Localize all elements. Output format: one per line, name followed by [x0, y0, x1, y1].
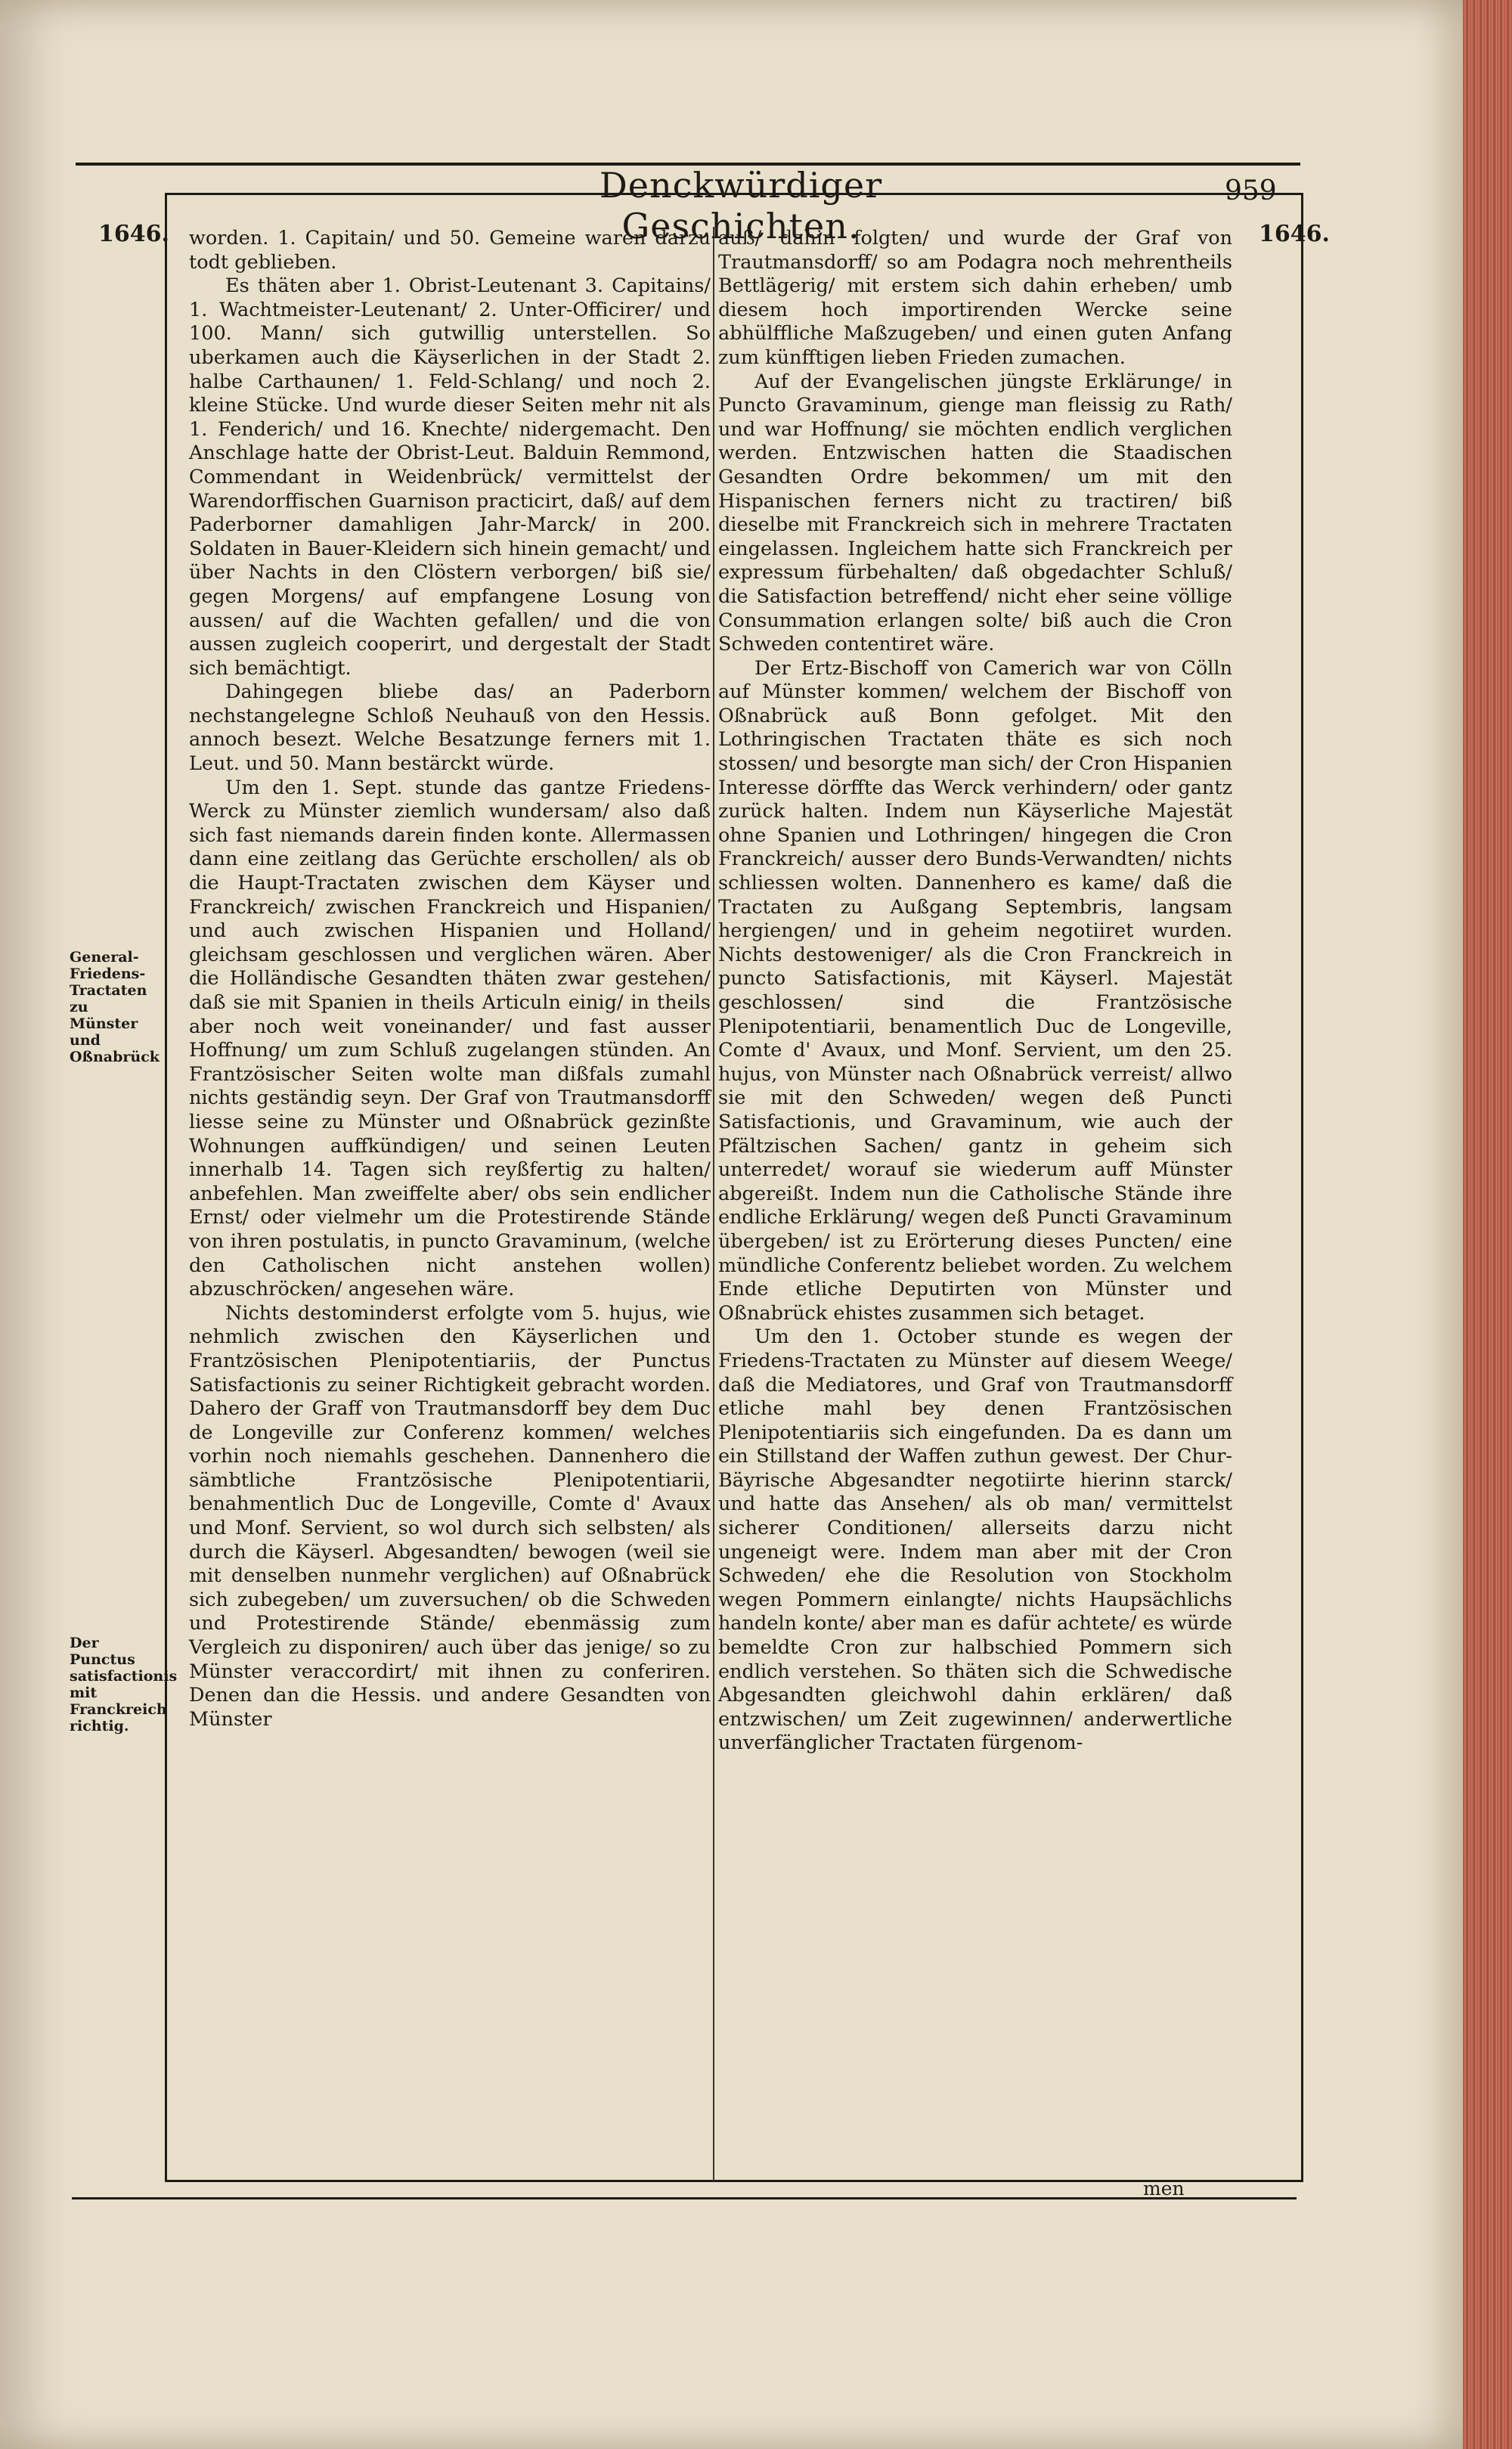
page-number: 959: [1225, 175, 1277, 206]
paragraph: Auf der Evangelischen jüngste Erklärunge/ in Puncto Gravaminum, gienge man fleissig zu Rath/ und war Hoffnung/ sie möchten endlich verglichen werden. Entzwischen hatten die Staadischen Gesandten Ordre bekommen/ um mit den Hispanischen ferners nicht zu tractiren/ biß dieselbe mit Franckreich sich in mehrere Tractaten eingelassen. Ingleichem hatte sich Franckreich per expressum fürbehalten/ daß obgedachter Schluß/ die Satisfaction betreffend/ nicht eher seine völlige Consummation erlangen solte/ biß auch die Cron Schweden contentiret wäre.: [718, 370, 1232, 656]
year-left: 1646.: [98, 221, 169, 247]
right-column: [718, 227, 1232, 1756]
catchword: men: [1143, 2178, 1185, 2199]
running-title: Denckwürdiger Geschichten.: [599, 165, 883, 246]
paragraph: Der Ertz-Bischoff von Camerich war von Cölln auf Münster kommen/ welchem der Bischoff von Oßnabrück auß Bonn gefolget. Mit den Lothringischen Tractaten thäte es sich noch stossen/ und besorgte man sich/ der Cron Hispanien Interesse dörffte das Werck verhindern/ oder gantz zurück halten. Indem nun Käyserliche Majestät ohne Spanien und Lothringen/ hingegen die Cron Franckreich/ ausser dero Bunds-Verwandten/ nichts schliessen wolten. Dannenhero es kame/ daß die Tractaten zu Außgang Septembris, langsam hergiengen/ und in geheim negotiiret wurden. Nichts destoweniger/ als die Cron Franckreich in puncto Satisfactionis, mit Käyserl. Majestät geschlossen/ sind die Frantzösische Plenipotentiarii, benamentlich Duc de Longeville, Comte d' Avaux, und Monf. Servient, um den 25. hujus, von Münster nach Oßnabrück verreist/ allwo sie mit den Schweden/ wegen deß Puncti Satisfactionis, und Gravaminum, wie auch der Pfältzischen Sachen/ gantz in geheim sich unterredet/ worauf sie wiederum auff Münster abgereißt. Indem nun die Catholische Stände ihre endliche Erklärung/ wegen deß Puncti Gravaminum übergeben/ ist zu Erörterung dieses Puncten/ eine mündliche Conferentz beliebet worden. Zu welchem Ende etliche Deputirten von Münster und Oßnabrück ehistes zusammen sich betaget.: [718, 656, 1232, 1325]
paragraph: Um den 1. October stunde es wegen der Friedens-Tractaten zu Münster auf diesem Weege/ daß die Mediatores, und Graf von Trautmansdorff etliche mahl bey denen Frantzösischen Plenipotentiariis sich eingefunden. Da es dann um ein Stillstand der Waffen zuthun gewest. Der Chur-Bäyrische Abgesandter negotiirte hierinn starck/ und hatte das Ansehen/ als ob man/ vermittelst sicherer Conditionen/ allerseits darzu nicht ungeneigt were. Indem man aber mit der Cron Schweden/ ehe die Resolution von Stockholm wegen Pommern einlangte/ nichts Haupsächlichs handeln konte/ aber man es dafür achtete/ es würde bemeldte Cron zur halbschied Pommern sich endlich verstehen. So thäten sich die Schwedische Abgesandten gleichwohl dahin erklären/ daß entzwischen/ um Zeit zugewinnen/ anderwertliche unverfänglicher Tractaten fürgenom-: [718, 1325, 1232, 1755]
paragraph: Nichts destominderst erfolgte vom 5. hujus, wie nehmlich zwischen den Käyserlichen und Frantzösischen Plenipotentiariis, der Punctus Satisfactionis zu seiner Richtigkeit gebracht worden. Dahero der Graff von Trautmansdorff bey dem Duc de Longeville zur Conferenz kommen/ welches vorhin noch niemahls geschehen. Dannenhero die sämbtliche Frantzösische Plenipotentiarii, benahmentlich Duc de Longeville, Comte d' Avaux und Monf. Servient, so wol durch sich selbsten/ als durch die Käyserl. Abgesandten/ bewogen (weil sie mit denselben nunmehr verglichen) auf Oßnabrück sich zubegeben/ um zuversuchen/ ob die Schweden und Protestirende Stände/ ebenmässig zum Vergleich zu disponiren/ auch über das jenige/ so zu Münster veraccordirt/ mit ihnen zu conferiren. Denen dan die Hessis. und andere Gesandten von Münster: [189, 1301, 711, 1731]
year-right: 1646.: [1259, 221, 1330, 247]
paragraph: auß/ dahin folgten/ und wurde der Graf von Trautmansdorff/ so am Podagra noch mehrentheils Bettlägerig/ mit erstem sich dahin erheben/ umb diesem hoch importirenden Wercke seine abhülffliche Maßzugeben/ und einen guten Anfang zum künfftigen lieben Frieden zumachen.: [718, 227, 1232, 369]
left-column: [189, 227, 711, 1731]
paragraph: Es thäten aber 1. Obrist-Leutenant 3. Capitains/ 1. Wachtmeister-Leutenant/ 2. Unter-Officirer/ und 100. Mann/ sich gutwillig unterstellen. So uberkamen auch die Käyserlichen in der Stadt 2. halbe Carthaunen/ 1. Feld-Schlang/ und noch 2. kleine Stücke. Und wurde dieser Seiten mehr nit als 1. Fenderich/ und 16. Knechte/ nidergemacht. Den Anschlage hatte der Obrist-Leut. Balduin Remmond, Commendant in Weidenbrück/ vermittelst der Warendorffischen Guarnison practicirt, daß/ auf dem Paderborner damahligen Jahr-Marck/ in 200. Soldaten in Bauer-Kleidern sich hinein gemacht/ und über Nachts in den Clöstern verborgen/ biß sie/ gegen Morgens/ auf empfangene Losung von aussen/ auf die Wachten gefallen/ und die von aussen zugleich cooperirt, und dergestalt der Stadt sich bemächtigt.: [189, 274, 711, 680]
paragraph: Dahingegen bliebe das/ an Paderborn nechstangelegne Schloß Neuhauß von den Hessis. annoch besezt. Welche Besatzunge ferners mit 1. Leut. und 50. Mann bestärckt würde.: [189, 680, 711, 776]
paragraph: worden. 1. Capitain/ und 50. Gemeine waren darzu todt geblieben.: [189, 227, 711, 274]
column-divider: [713, 227, 714, 2181]
footer-rule: [72, 2197, 1297, 2199]
page-edge: [1463, 0, 1512, 2449]
margin-note: Der Punctus satisfactionis mit Franckreich richtig.: [70, 1635, 178, 1734]
paragraph: Um den 1. Sept. stunde das gantze Friedens-Werck zu Münster ziemlich wundersam/ also daß sich fast niemands darein finden konte. Allermassen dann eine zeitlang das Gerüchte erschollen/ als ob die Haupt-Tractaten zwischen dem Käyser und Franckreich/ zwischen Franckreich und Hispanien/ und auch zwischen Hispanien und Holland/ gleichsam geschlossen und verglichen wären. Aber die Holländische Gesandten thäten zwar gestehen/ daß sie mit Spanien in theils Articuln einig/ in theils aber noch weit voneinander/ und fast ausser Hoffnung/ um zum Schluß zugelangen stünden. An Frantzösischer Seiten wolte man dißfals zumahl nichts geständig seyn. Der Graf von Trautmansdorff liesse seine zu Münster und Oßnabrück gezinßte Wohnungen auffkündigen/ und seinen Leuten innerhalb 14. Tagen sich reyßfertig zu halten/ anbefehlen. Man zweiffelte aber/ obs sein endlicher Ernst/ oder vielmehr um die Protestirende Stände von ihren postulatis, in puncto Gravaminum, (welche den Catholischen nicht anstehen wollen) abzuschröcken/ angesehen wäre.: [189, 776, 711, 1301]
margin-note: General-Friedens-Tractaten zu Münster und Oßnabrück: [70, 949, 160, 1065]
